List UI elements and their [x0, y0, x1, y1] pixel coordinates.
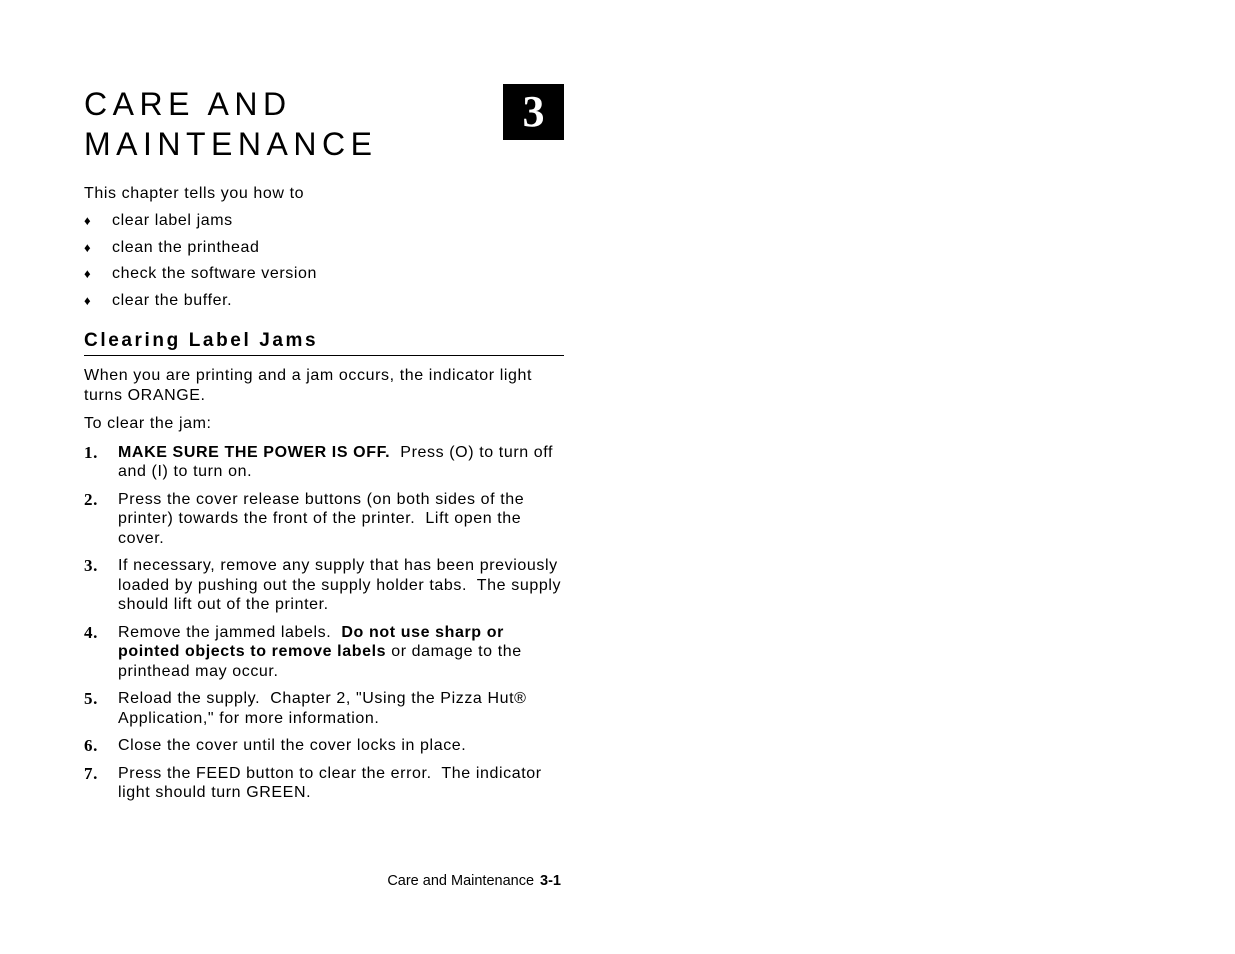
diamond-bullet-icon: ♦	[84, 266, 92, 281]
step-text: If necessary, remove any supply that has been previously loaded by pushing out the supply holder tabs. The supply should lift out of the printer.	[118, 557, 567, 613]
intro-bullet-list	[84, 211, 317, 317]
step-number: 4.	[84, 622, 98, 642]
paragraph: To clear the jam:	[84, 415, 212, 432]
step-number: 5.	[84, 689, 98, 708]
step-text: Press the cover release buttons (on both sides of the printer) towards the front of the printer. Lift open the cover.	[118, 490, 530, 547]
step-item	[84, 764, 564, 803]
step-item	[84, 556, 567, 615]
list-item-text: check the software version	[112, 265, 318, 282]
list-item-text: clean the printhead	[112, 238, 260, 256]
step-bold-text: Do not use sharp or pointed objects to remove labels	[118, 623, 504, 660]
chapter-title-line1: CARE AND	[84, 86, 292, 122]
list-item	[84, 211, 317, 238]
step-item	[84, 443, 564, 482]
list-item-text: clear label jams	[112, 212, 233, 229]
section-heading: Clearing Label Jams	[84, 329, 564, 356]
chapter-title-line2: MAINTENANCE	[84, 126, 378, 162]
step-number: 1.	[84, 442, 98, 462]
list-item-text: clear the buffer.	[112, 291, 233, 309]
step-number: 6.	[84, 736, 98, 755]
diamond-bullet-icon: ♦	[84, 239, 92, 255]
step-number: 3.	[84, 556, 98, 575]
diamond-bullet-icon: ♦	[84, 292, 92, 308]
step-item	[84, 623, 564, 682]
document-page	[84, 0, 567, 954]
list-item	[84, 291, 317, 318]
step-item	[84, 689, 564, 728]
diamond-bullet-icon: ♦	[84, 213, 92, 228]
step-number: 2.	[84, 489, 98, 509]
chapter-title	[84, 84, 377, 164]
step-text: Remove the jammed labels.	[118, 623, 342, 641]
step-item	[84, 490, 564, 549]
list-item	[84, 238, 317, 265]
page-footer	[387, 873, 561, 889]
intro-lead-text: This chapter tells you how to	[84, 185, 305, 202]
step-text: Press (O) to turn off and (I) to turn on.	[118, 443, 559, 480]
list-item	[84, 264, 317, 291]
step-text: Close the cover until the cover locks in place.	[118, 737, 467, 754]
page-number: 3-1	[540, 873, 561, 889]
step-number: 7.	[84, 763, 98, 783]
footer-label: Care and Maintenance	[387, 873, 535, 889]
section-body	[84, 366, 567, 811]
step-item	[84, 736, 564, 756]
paragraph: When you are printing and a jam occurs, the indicator light turns ORANGE.	[84, 367, 533, 404]
step-list	[84, 442, 567, 803]
chapter-number-badge: 3	[503, 84, 564, 140]
step-text: Press the FEED button to clear the error. The indicator light should turn GREEN.	[118, 764, 547, 801]
chapter-intro	[84, 184, 317, 317]
step-text: or damage to the printhead may occur.	[118, 643, 527, 680]
step-text: Reload the supply. Chapter 2, "Using the Pizza Hut® Application," for more information.	[118, 690, 531, 727]
step-bold-text: MAKE SURE THE POWER IS OFF.	[118, 443, 391, 461]
